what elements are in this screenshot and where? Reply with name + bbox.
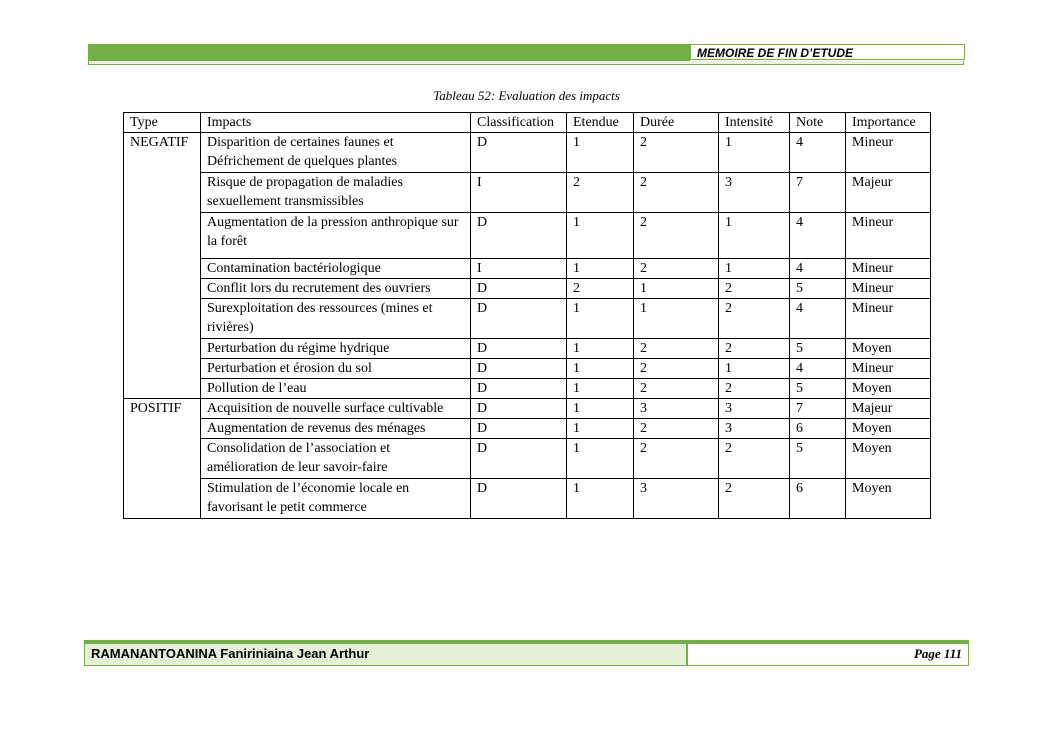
table-row (124, 299, 931, 339)
header-etendue: Etendue (567, 113, 634, 133)
cell-note: 4 (790, 259, 846, 279)
cell-intensite: 1 (719, 213, 790, 259)
cell-note: 4 (790, 299, 846, 339)
cell-note: 4 (790, 213, 846, 259)
cell-intensite: 2 (719, 379, 790, 399)
cell-etendue: 2 (567, 279, 634, 299)
cell-importance: Majeur (846, 399, 931, 419)
table-header-row (124, 113, 931, 133)
table-row (124, 379, 931, 399)
cell-duree: 2 (634, 359, 719, 379)
cell-etendue: 1 (567, 339, 634, 359)
cell-classification: D (471, 399, 567, 419)
cell-note: 7 (790, 399, 846, 419)
cell-duree: 2 (634, 379, 719, 399)
cell-importance: Moyen (846, 339, 931, 359)
table-row (124, 279, 931, 299)
header-classification: Classification (471, 113, 567, 133)
header-underline (88, 61, 964, 65)
cell-intensite: 2 (719, 439, 790, 479)
cell-etendue: 1 (567, 399, 634, 419)
cell-impact: Conflit lors du recrutement des ouvriers (201, 279, 471, 299)
header-duree: Durée (634, 113, 719, 133)
cell-classification: D (471, 419, 567, 439)
cell-etendue: 1 (567, 299, 634, 339)
cell-impact: Augmentation de revenus des ménages (201, 419, 471, 439)
cell-impact: Pollution de l’eau (201, 379, 471, 399)
cell-etendue: 2 (567, 173, 634, 213)
cell-impact: Perturbation du régime hydrique (201, 339, 471, 359)
cell-classification: D (471, 379, 567, 399)
cell-intensite: 2 (719, 279, 790, 299)
cell-classification: D (471, 213, 567, 259)
cell-intensite: 1 (719, 359, 790, 379)
header-note: Note (790, 113, 846, 133)
cell-note: 4 (790, 133, 846, 173)
cell-note: 7 (790, 173, 846, 213)
cell-impact: Stimulation de l’économie locale en favorisant le petit commerce (201, 479, 471, 519)
cell-note: 4 (790, 359, 846, 379)
cell-duree: 2 (634, 259, 719, 279)
cell-note: 5 (790, 379, 846, 399)
header-accent-bar (88, 44, 690, 61)
cell-importance: Moyen (846, 379, 931, 399)
table-row (124, 339, 931, 359)
cell-intensite: 2 (719, 339, 790, 359)
cell-duree: 2 (634, 439, 719, 479)
cell-importance: Moyen (846, 419, 931, 439)
cell-etendue: 1 (567, 133, 634, 173)
table-caption: Tableau 52: Evaluation des impacts (433, 88, 620, 103)
cell-importance: Moyen (846, 439, 931, 479)
cell-note: 5 (790, 339, 846, 359)
cell-importance: Mineur (846, 259, 931, 279)
cell-intensite: 1 (719, 133, 790, 173)
table-row (124, 399, 931, 419)
cell-duree: 2 (634, 339, 719, 359)
table-row (124, 439, 931, 479)
cell-impact: Augmentation de la pression anthropique sur la forêt (201, 213, 471, 259)
cell-duree: 2 (634, 419, 719, 439)
table-row (124, 133, 931, 173)
header-intensite: Intensité (719, 113, 790, 133)
cell-etendue: 1 (567, 359, 634, 379)
cell-impact: Surexploitation des ressources (mines et rivières) (201, 299, 471, 339)
cell-note: 6 (790, 479, 846, 519)
cell-etendue: 1 (567, 419, 634, 439)
table-body (124, 133, 931, 519)
cell-classification: D (471, 359, 567, 379)
cell-classification: I (471, 259, 567, 279)
table-row (124, 173, 931, 213)
cell-impact: Disparition de certaines faunes et Défrichement de quelques plantes (201, 133, 471, 173)
impacts-table (123, 112, 931, 519)
table-row (124, 213, 931, 259)
cell-importance: Moyen (846, 479, 931, 519)
cell-impact: Perturbation et érosion du sol (201, 359, 471, 379)
cell-duree: 3 (634, 399, 719, 419)
cell-type: NEGATIF (124, 133, 201, 399)
header-impacts: Impacts (201, 113, 471, 133)
cell-classification: D (471, 439, 567, 479)
document-header-title: MEMOIRE DE FIN D’ETUDE (690, 44, 965, 60)
cell-duree: 3 (634, 479, 719, 519)
cell-duree: 1 (634, 279, 719, 299)
footer-author: RAMANANTOANINA Faniriniaina Jean Arthur (84, 644, 687, 666)
cell-classification: D (471, 133, 567, 173)
cell-intensite: 2 (719, 479, 790, 519)
cell-note: 6 (790, 419, 846, 439)
table-row (124, 419, 931, 439)
cell-impact: Risque de propagation de maladies sexuellement transmissibles (201, 173, 471, 213)
cell-importance: Mineur (846, 359, 931, 379)
cell-intensite: 3 (719, 419, 790, 439)
cell-note: 5 (790, 439, 846, 479)
table-row (124, 479, 931, 519)
cell-impact: Contamination bactériologique (201, 259, 471, 279)
cell-classification: I (471, 173, 567, 213)
cell-importance: Mineur (846, 279, 931, 299)
header-importance: Importance (846, 113, 931, 133)
cell-intensite: 3 (719, 173, 790, 213)
table-row (124, 259, 931, 279)
cell-importance: Mineur (846, 133, 931, 173)
cell-etendue: 1 (567, 479, 634, 519)
cell-type: POSITIF (124, 399, 201, 519)
header-type: Type (124, 113, 201, 133)
cell-etendue: 1 (567, 259, 634, 279)
cell-etendue: 1 (567, 439, 634, 479)
table-row (124, 359, 931, 379)
cell-impact: Consolidation de l’association et amélioration de leur savoir-faire (201, 439, 471, 479)
cell-intensite: 3 (719, 399, 790, 419)
cell-intensite: 1 (719, 259, 790, 279)
cell-impact: Acquisition de nouvelle surface cultivable (201, 399, 471, 419)
cell-importance: Majeur (846, 173, 931, 213)
cell-classification: D (471, 339, 567, 359)
cell-duree: 2 (634, 133, 719, 173)
cell-importance: Mineur (846, 299, 931, 339)
cell-duree: 2 (634, 173, 719, 213)
cell-etendue: 1 (567, 213, 634, 259)
cell-intensite: 2 (719, 299, 790, 339)
cell-importance: Mineur (846, 213, 931, 259)
cell-duree: 1 (634, 299, 719, 339)
footer-page-number: Page 111 (687, 644, 969, 666)
cell-classification: D (471, 279, 567, 299)
cell-duree: 2 (634, 213, 719, 259)
cell-note: 5 (790, 279, 846, 299)
cell-classification: D (471, 299, 567, 339)
cell-etendue: 1 (567, 379, 634, 399)
cell-classification: D (471, 479, 567, 519)
